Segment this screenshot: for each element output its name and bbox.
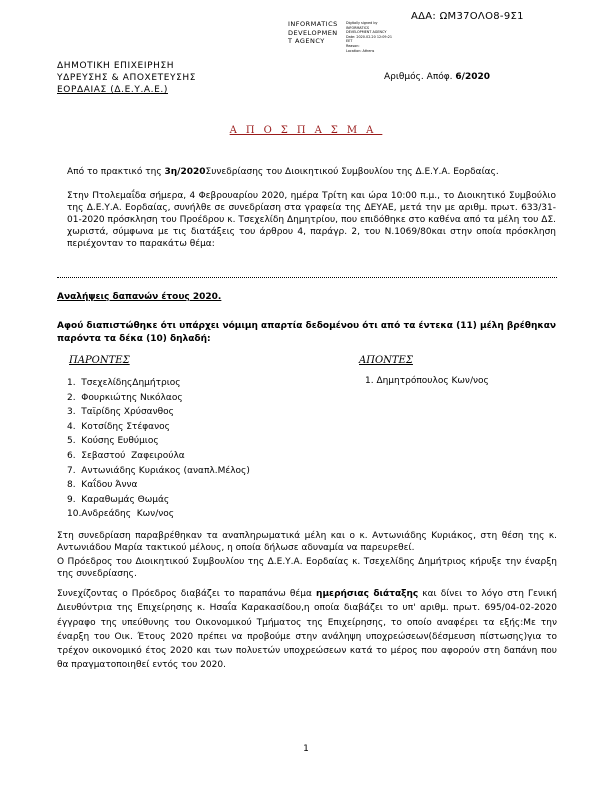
list-item: 8. Καΐδου Άννα [67, 480, 138, 491]
document-title: ΑΠΟΣΠΑΣΜΑ [229, 125, 383, 136]
organization-header [57, 60, 196, 96]
absent-header: ΑΠΟΝΤΕΣ [359, 355, 413, 366]
substitute-paragraph: Στη συνεδρίαση παραβρέθηκαν τα αναπληρωματικά μέλη και ο κ. Αντωνιάδης Κυριάκος, στη θέση της κ. Αντωνιάδου Μαρία τακτικού μέλους, η οποία δήλωσε αδυναμία να παρευρεθεί. [57, 531, 557, 553]
ada-code: ΑΔΑ: ΩΜ37ΟΛΟ8-9Σ1 [411, 11, 524, 22]
dotted-divider [57, 277, 557, 278]
agenda-subject: Αναλήψεις δαπανών έτους 2020. [57, 292, 222, 302]
absent-member: 1. Δημητρόπουλος Κων/νος [365, 376, 489, 386]
list-item: 9. Καραθωμάς Θωμάς [67, 494, 170, 505]
signature-details: Digitally signed by INFORMATICS DEVELOPMENT AGENCY Date: 2020.02.20 12:09:21 EET Reason: Location: Athens [346, 21, 393, 53]
list-item: 5. Κούσης Ευθύμιος [67, 436, 159, 447]
meeting-paragraph: Στην Πτολεμαΐδα σήμερα, 4 Φεβρουαρίου 2020, ημέρα Τρίτη και ώρα 10:00 π.μ., το Διοικητικό Συμβούλιο της Δ.Ε.Υ.Α. Εορδαίας, συνήλθε σε συνεδρίαση στα γραφεία της ΔΕΥΑΕ, μετά την με αριθμ. πρωτ. 633/31-01-2020 πρόσκληση του Προέδρου κ. Τσεχελίδη Δημητρίου, που επιδόθηκε στο καθένα από τα μέλη του ΔΣ. χωριστά, σύμφωνα με τις διατάξεις του άρθρου 4, παράγρ. 2, του Ν.1069/80και στην οποία πρόσκληση περιέχονταν το παρακάτω θέμα: [67, 191, 556, 249]
opening-paragraph: Ο Πρόεδρος του Διοικητικού Συμβουλίου της Δ.Ε.Υ.Α. Εορδαίας κ. Τσεχελίδης Δημήτριος κήρυξε την έναρξη της συνεδρίασης. [57, 557, 557, 579]
org-line-2: ΥΔΡΕΥΣΗΣ & ΑΠΟΧΕΤΕΥΣΗΣ [57, 73, 197, 83]
quorum-statement: Αφού διαπιστώθηκε ότι υπάρχει νόμιμη απαρτία δεδομένου ότι από τα έντεκα (11) μέλη βρέθηκαν παρόντα τα δέκα (10) δηλαδή: [57, 321, 557, 344]
agenda-paragraph: Συνεχίζοντας ο Πρόεδρος διαβάζει το παραπάνω θέμα ημερήσιας διάταξης και δίνει το λόγο στη Γενική Διευθύντρια της Επιχείρησης κ. Ησαΐα Καρακασίδου,η οποία διαβάζει το υπ' αριθμ. πρωτ. 695/04-02-2020 έγγραφο της υπεύθυνης του Οικονομικού Τμήματος της Επιχείρησης, το οποίο αναφέρει τα εξής:Με την έναρξη του Οικ. Έτους 2020 πρέπει να προβούμε στην ανάληψη υποχρεώσεων(δέσμευση πίστωσης)για το τρέχον οικονομικό έτος 2020 και των πολυετών υποχρεώσεων κατά το μέρος που αφορούν στη δαπάνη που θα πραγματοποιηθεί εντός του 2020. [57, 589, 557, 671]
list-item: 1. ΤσεχελίδηςΔημήτριος [67, 378, 181, 388]
org-line-3: ΕΟΡΔΑΙΑΣ (Δ.Ε.Υ.Α.Ε.) [57, 85, 168, 95]
list-item: 6. Σεβαστού Ζαφειρούλα [67, 450, 185, 461]
signature-agency-name: INFORMATICS DEVELOPMEN T AGENCY [288, 20, 338, 46]
list-item: 7. Αντωνιάδης Κυριάκος (αναπλ.Μέλος) [67, 465, 250, 476]
page-number: 1 [303, 744, 309, 754]
digital-signature-stamp [288, 20, 406, 58]
list-item: 2. Φουρκιώτης Νικόλαος [67, 392, 183, 403]
decision-number: Αριθμός. Απόφ. 6/2020 [384, 72, 491, 82]
list-item: 10.Ανδρεάδης Κων/νος [67, 509, 175, 520]
org-line-1: ΔΗΜΟΤΙΚΗ ΕΠΙΧΕΙΡΗΣΗ [57, 61, 175, 71]
list-item: 4. Κοτσίδης Στέφανος [67, 421, 170, 432]
present-members-list [67, 376, 250, 522]
present-header: ΠΑΡΟΝΤΕΣ [69, 355, 130, 366]
list-item: 3. Ταϊρίδης Χρύσανθος [67, 407, 174, 418]
minutes-intro: Από το πρακτικό της 3η/2020Συνεδρίασης του Διοικητικού Συμβουλίου της Δ.Ε.Υ.Α. Εορδαίας. [67, 167, 499, 177]
